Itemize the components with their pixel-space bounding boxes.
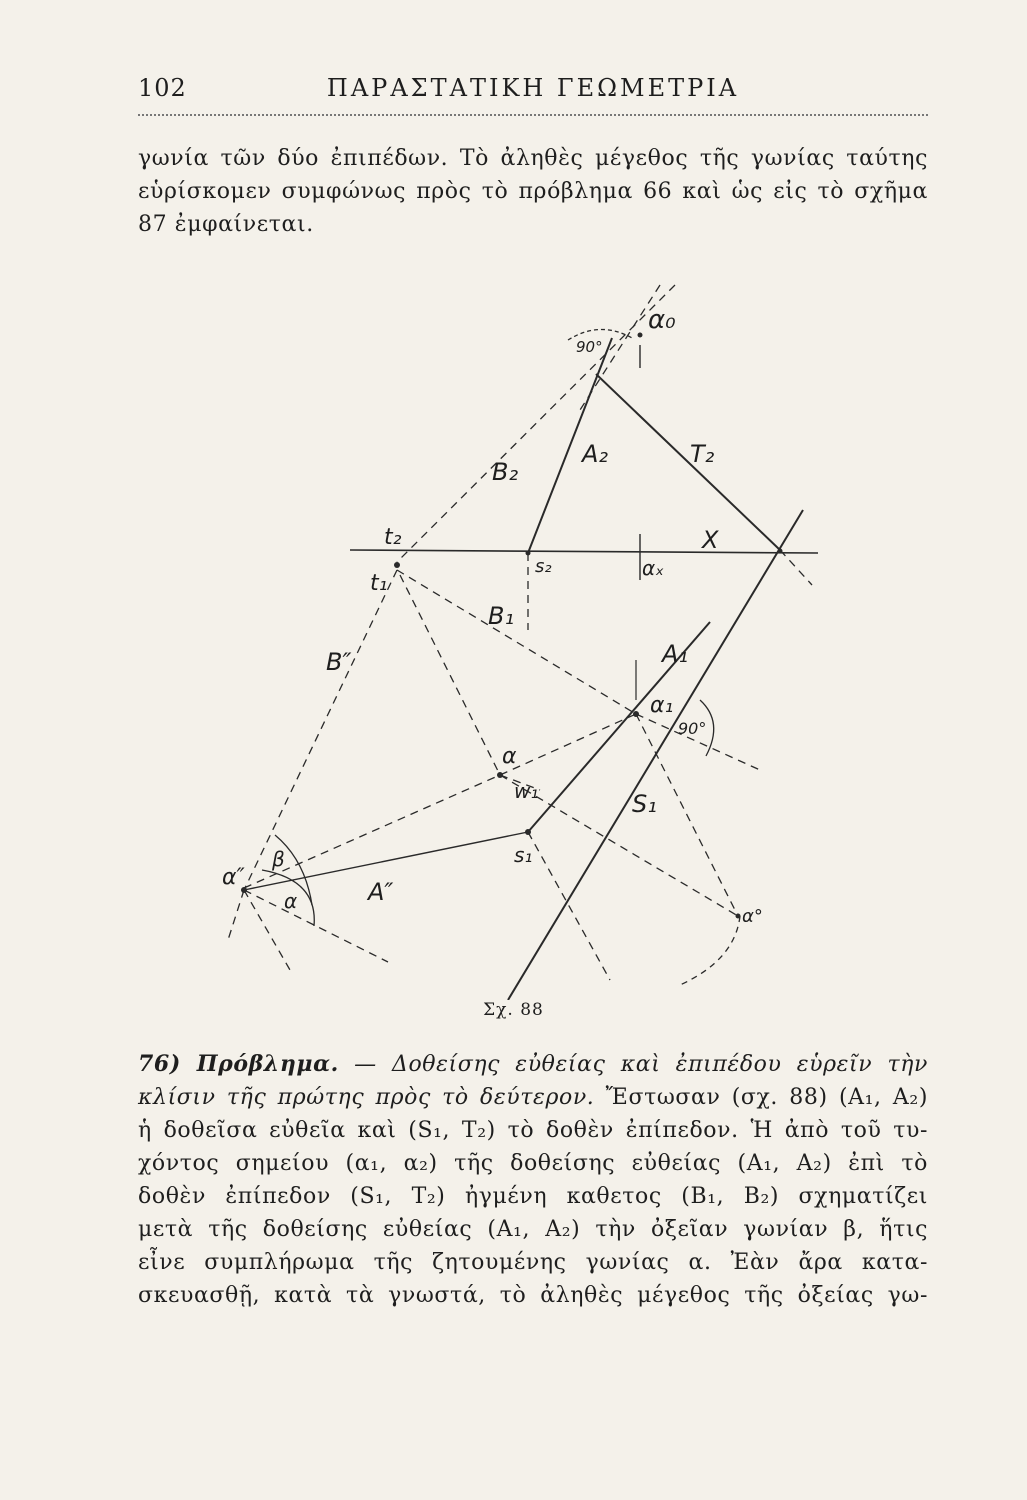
label-90-top: 90°	[576, 338, 603, 356]
problem-line2-rest: Ἔστωσαν (σχ. 88) (A₁, A₂)	[594, 1085, 928, 1110]
problem-line: ἡ δοθεῖσα εὐθεῖα καὶ (S₁, T₂) τὸ δοθὲν ἐπίπεδον. Ἡ ἀπὸ τοῦ τυ-	[138, 1118, 928, 1143]
label-ax: αₓ	[642, 556, 665, 580]
point-a0	[638, 333, 643, 338]
arc-a0	[680, 916, 740, 985]
label-T2: T₂	[690, 440, 715, 468]
problem-statement-2: κλίσιν τῆς πρώτης πρὸς τὸ δεύτερον.	[138, 1085, 595, 1110]
page-number: 102	[138, 74, 187, 102]
label-B-dd: B″	[326, 648, 352, 676]
label-beta: β	[272, 847, 285, 871]
problem-line: δοθὲν ἐπίπεδον (S₁, T₂) ἠγμένη καθετος (B₁, B₂) σχηματίζει	[138, 1184, 928, 1209]
label-s1: s₁	[514, 843, 533, 867]
label-a: α	[502, 744, 517, 769]
figure-caption: Σχ. 88	[483, 1000, 544, 1020]
point-s2	[526, 551, 531, 556]
label-s2: s₂	[535, 556, 552, 577]
dashed-s1-perp	[528, 832, 610, 980]
point-a-deg	[736, 914, 741, 919]
label-w1: w₁	[514, 779, 539, 803]
label-90-right: 90°	[678, 719, 707, 738]
label-a-deg: α°	[742, 906, 763, 927]
intro-line: γωνία τῶν δύο ἐπιπέδων. Τὸ ἀληθὲς μέγεθος τῆς γωνίας ταύτης	[138, 146, 928, 171]
problem-line: εἶνε συμπλήρωμα τῆς ζητουμένης γωνίας α. Ἐὰν ἄρα κατα-	[138, 1250, 928, 1275]
dashed-B-dd	[244, 570, 397, 890]
label-alpha: α	[284, 889, 298, 913]
problem-paragraph	[138, 1048, 928, 1312]
label-B2: B₂	[492, 458, 519, 486]
dashed-lower	[244, 890, 388, 962]
problem-line: σκευασθῇ, κατὰ τὰ γνωστά, τὸ ἀληθὲς μέγεθος τῆς ὀξείας γω-	[138, 1283, 928, 1308]
problem-label: 76) Πρόβλημα.	[138, 1051, 339, 1077]
dashed-ta	[400, 575, 500, 775]
label-A1: A₁	[662, 640, 689, 668]
point-t	[394, 562, 400, 568]
label-t2: t₂	[384, 525, 402, 550]
intro-line: 87 ἐμφαίνεται.	[138, 212, 314, 237]
label-X: X	[702, 526, 719, 554]
point-a1	[633, 711, 639, 717]
trace-T2	[596, 374, 780, 550]
label-t1: t₁	[370, 571, 388, 596]
point-x	[778, 549, 783, 554]
label-B1: B₁	[488, 602, 515, 630]
dashed-a-dd-down	[228, 890, 244, 940]
dashed-aa1	[500, 714, 636, 775]
problem-line: χόντος σημείου (α₁, α₂) τῆς δοθείσης εὐθείας (A₁, A₂) ἐπὶ τὸ	[138, 1151, 928, 1176]
intro-line: εὑρίσκομεν συμφώνως πρὸς τὸ πρόβλημα 66 καὶ ὡς εἰς τὸ σχῆμα	[138, 179, 928, 204]
point-a	[497, 772, 503, 778]
label-A2: A₂	[582, 440, 609, 468]
problem-statement: — Δοθείσης εὐθείας καὶ ἐπιπέδου εὑρεῖν τὴν	[338, 1052, 928, 1077]
label-A-dd: A″	[368, 878, 394, 906]
label-a1: α₁	[650, 693, 674, 718]
running-title: ΠΑΡΑΣΤΑΤΙΚΗ ΓΕΩΜΕΤΡΙΑ	[326, 74, 740, 102]
problem-line	[138, 1081, 928, 1114]
problem-line	[138, 1048, 928, 1081]
label-a0: α₀	[648, 305, 676, 335]
point-s1	[525, 829, 531, 835]
dashed-x-right	[780, 550, 812, 585]
problem-line: μετὰ τῆς δοθείσης εὐθείας (A₁, A₂) τὴν ὀξεῖαν γωνίαν β, ἥτις	[138, 1217, 928, 1242]
label-a-dd: α″	[222, 865, 245, 890]
dashed-a-dd-a	[244, 775, 500, 888]
ground-line	[350, 550, 818, 553]
label-S1: S₁	[632, 790, 657, 818]
